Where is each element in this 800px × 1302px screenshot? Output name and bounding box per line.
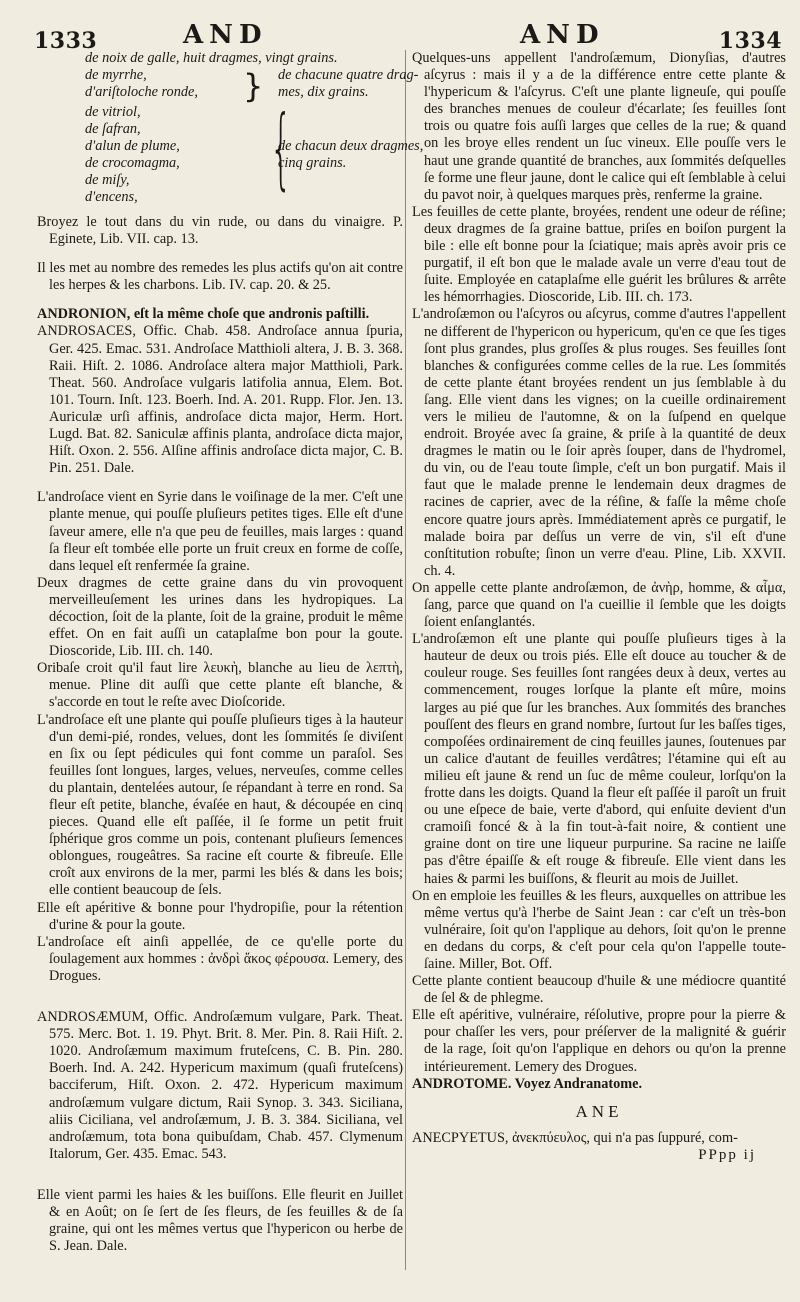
recipe-item: d'ariſtoloche ronde, (85, 84, 198, 100)
brace-glyph: } (243, 67, 264, 105)
right-page-number: 1334 (718, 28, 782, 54)
paragraph: Les feuilles de cette plante, broyées, rendent une odeur de réſine; deux dragmes de ſa graine battue, priſes en boiſon purgent la bile : elle eſt bonne pour la ſciatique; mais après avoir pris ce purgatif, il eſt bon que le malade avale un verre d'eau tout de ſuite. Employée en cataplaſme elle guérit les brûlures & arrête les hémorrhagies. Dioscoride, Lib. III. ch. 173. (412, 203, 786, 306)
entry-anecpyetus: ANECPYETUS, ἀνεκπύευλος, qui n'a pas ſuppuré, com- (412, 1129, 738, 1146)
left-running-head: AND (183, 20, 268, 50)
recipe-block (85, 50, 424, 205)
entry-androtome: ANDROTOME. Voyez Andranatome. (412, 1075, 643, 1092)
recipe-item: de ſafran, (85, 121, 141, 137)
right-running-head: AND (520, 20, 605, 50)
paragraph: Cette plante contient beaucoup d'huile & une médiocre quantité de ſel & de phlegme. (412, 973, 786, 1007)
recipe-note: de chacun deux dragmes, (278, 138, 424, 154)
paragraph: L'androſæmon ou l'aſcyros ou aſcyrus, comme d'autres l'appellent ne different de l'hypericon ou hypericum, qu'en ce que ſes tiges ſont plus grandes, plus groſſes & plus rouges. Ses feuilles ſont blanches & configurées comme celles de la rue. Les ſommités de cette plante étant broyées rendent un jus ſemblable à du ſang. Elle vient dans les vignes; on la cueille ordinairement vers le milieu de l'automne, & on la ſuſpend en quelque endroit. Broyée avec ſa graine, & priſe à la quantité de deux dragmes le matin ou le ſoir après ſouper, dans de l'hydromel, du vin, ou de l'eau toute ſimple, c'eſt un bon purgatif. Mais il faut que le malade prenne le lendemain deux dragmes de racines de caprier, avec de la réſine, & faſſe la même choſe encore quatre jours après. Immédiatement après ce purgatif, le malade boira par deſſus un verre de vin, s'il eſt d'une conſtitution robuſte; ſinon un verre d'eau. Pline, Lib. XXVII. ch. 4. (412, 306, 786, 579)
paragraph: Quelques-uns appellent l'androſæmum, Dionyſias, d'autres aſcyrus : mais il y a de la différence entre cette plante & l'hypericum & l'aſcyrus. C'eſt une plante ligneuſe, qui pouſſe des branches menues de couleur d'écarlate; ſes feuilles ſont trois ou quatre fois auſſi larges que celles de la rue; & quand on les broye elles rendent un ſuc vineux. Elle pouſſe vers le haut une grande quantité de branches, aux ſommités deſquelles ſe forme une fleur jaune, dont le calice qui eſt ſemblable à celui du pavot noir, à quelques marques près, renferme la graine. (412, 50, 786, 203)
paragraph: Deux dragmes de cette graine dans du vin provoquent merveilleuſement les urines dans les hydropiques. La décoction, ſoit de la plante, ſoit de la graine, produit le même effet. On en fait auſſi un cataplaſme bon pour la goute. Dioscoride, Lib. III. ch. 140. (37, 574, 403, 660)
entry-andronion: ANDRONION, eſt la même choſe que andronis paſtilli. (37, 306, 370, 323)
column-divider (405, 50, 406, 1270)
paragraph: Oribaſe croit qu'il faut lire λευκὴ, blanche au lieu de λεπτὴ, menue. Pline dit auſſi que cette plante eſt blanche, & s'accorde en tout le reſte avec Dioſcoride. (37, 660, 403, 711)
recipe-top-line: de noix de galle, huit dragmes, vingt grains. (85, 50, 338, 66)
section-head: ANE (575, 1101, 623, 1121)
left-column (37, 50, 424, 1255)
recipe-item: de miſy, (85, 172, 130, 188)
recipe-item: d'alun de plume, (85, 138, 180, 154)
paragraph: On en emploie les feuilles & les fleurs, auxquelles on attribue les même vertus qu'à l'herbe de Saint Jean : car c'eſt un très-bon vulnéraire, ſoit qu'on l'applique au dehors, ſoit qu'on le prenne en dedans du corps, & c'eſt pour cela qu'on l'appelle toute-ſaine. Miller, Bot. Off. (412, 887, 786, 972)
paragraph: L'androſæmon eſt une plante qui pouſſe pluſieurs tiges à la hauteur de deux ou trois piés. Elle eſt douce au toucher & de couleur rouge. Ses feuilles ſont rangées deux à deux, vertes au commencement, rouges lorſque la plante eſt mûre, moins larges au pié que ſur les branches. Aux ſommités des branches pouſſent des fleurs en grand nombre, ſurtout ſur les baſſes tiges, compoſées ordinairement de cinq feuilles jaunes, ſoutenues par un calice d'autant de feuilles verdâtres; l'étamine qui eſt au milieu eſt jaune & rend un ſuc de même couleur, lorſqu'on la frotte dans les doigts. Quand la fleur eſt paſſée il paroît un fruit ou une eſpece de baie, verte d'abord, qui enſuite devient d'un cramoiſi foncé & à la fin tout-à-fait noire, & contient une graine dont on tire une liqueur purpurine. Sa racine ne laiſſe pas d'être épaiſſe & eſt rouge & fibreuſe. Elle vient dans les haies & parmi les buiſſons, & fleurit au mois de Juillet. (412, 631, 786, 887)
paragraph: On appelle cette plante androſæmon, de ἀνὴρ, homme, & αἷμα, ſang, parce que quand on l'a cueillie il ſemble que les doigts ſoient enſanglantés. (412, 579, 786, 631)
recipe-note: mes, dix grains. (278, 84, 369, 100)
paragraph: Elle vient parmi les haies & les buiſſons. Elle fleurit en Juillet & en Août; on ſe ſert de ſes fleurs, de ſes feuilles & de ſa graine, qui ont les mêmes vertus que l'hypericon ou herbe de S. Jean. Dale. (37, 1186, 403, 1255)
recipe-note: de chacune quatre drag- (278, 67, 419, 83)
entry-androsaemum: ANDROSÆMUM, Offic. Androſæmum vulgare, Park. Theat. 575. Merc. Bot. 1. 19. Phyt. Brit. 8. Mer. Pin. 8. Raii Hiſt. 2. 1020. Androſæmum maximum fruteſcens, C. B. Pin. 280. Boerh. Ind. A. 242. Hypericum maximum (quaſi fruteſcens) bacciferum, Hiſt. Oxon. 2. 472. Hypericum maximum androſæmum vulgare dictum, Raii Synop. 3. 343. Siciliana, aliis Ciciliana, vel androſæmum, J. B. 3. 384. Siciliana, vel androſæmum, tota bona quibuſdam, Chab. 457. Clymenum Italorum, Ger. 435. Emac. 543. (37, 1009, 403, 1162)
brace-glyph: { (269, 96, 293, 199)
paragraph: Elle eſt apéritive & bonne pour l'hydropiſie, pour la rétention d'urine & pour la goute. (37, 899, 403, 933)
recipe-item: de vitriol, (85, 104, 141, 120)
right-column (412, 50, 786, 1164)
recipe-item: d'encens, (85, 189, 138, 205)
paragraph: L'androſace eſt ainſi appellée, de ce qu'elle porte du ſoulagement aux hommes : ἀνδρὶ ἄκος φέρουσα. Lemery, des Drogues. (37, 933, 403, 984)
left-page-number: 1333 (34, 28, 98, 54)
entry-androsaces: ANDROSACES, Offic. Chab. 458. Androſace annua ſpuria, Ger. 425. Emac. 531. Androſace Matthioli altera, J. B. 3. 368. Raii. Hiſt. 2. 1086. Androſace altera major Matthioli, Park. Theat. 560. Androſace vulgaris latifolia annua, Elem. Bot. 101. Tourn. Inſt. 123. Boerh. Ind. A. 201. Rupp. Flor. Jen. 13. Auriculæ urſi affinis, androſace dicta major, Herm. Hort. Lugd. Bat. 82. Saniculæ affinis planta, androſace dicta major, Hiſt. Oxon. 2. 556. Alſine affinis androſace dicta major, C. B. Pin. 251. Dale. (37, 323, 403, 477)
recipe-item: de crocomagma, (85, 155, 180, 171)
paragraph: L'androſace eſt une plante qui pouſſe pluſieurs tiges à la hauteur d'un demi-pié, rondes, velues, dont les ſommités ſe diviſent en ſix ou ſept pédicules qui font comme un paraſol. Ses feuilles ſont longues, larges, velues, nerveuſes, comme celles du plantain, dentelées autour, ſe répandant à terre en rond. Sa fleur eſt petite, blanche, évaſée en haut, & découpée en cinq pieces. Quand elle eſt paſſée, il ſe forme un petit fruit ſphérique gros comme un pois, contenant pluſieurs ſemences oblongues, rougeâtres. Sa racine eſt courte & fibreuſe. Elle croît aux environs de la mer, parmi les blés & dans les bois; elle contient beaucoup de ſels. (37, 711, 403, 899)
signature-mark: PPpp ij (698, 1146, 756, 1163)
paragraph: L'androſace vient en Syrie dans le voiſinage de la mer. C'eſt une plante menue, qui pouſſe pluſieurs petites tiges. Elle eſt d'une ſaveur amere, elle n'a que peu de feuilles, mais larges : quand ſa fleur eſt tombée elle porte un fruit creux en forme de coſſe, dans lequel eſt renfermée ſa graine. (37, 489, 403, 574)
paragraph: Il les met au nombre des remedes les plus actifs qu'on ait contre les herpes & les charbons. Lib. IV. cap. 20. & 25. (37, 260, 403, 294)
paragraph: Elle eſt apéritive, vulnéraire, réſolutive, propre pour la pierre & pour chaſſer les vers, pour préſerver de la malignité & guérir de la rage, ſoit qu'on l'applique en dehors ou qu'on la prenne intérieurement. Lemery des Drogues. (412, 1007, 786, 1075)
recipe-item: de myrrhe, (85, 67, 147, 83)
paragraph: Broyez le tout dans du vin rude, ou dans du vinaigre. P. Eginete, Lib. VII. cap. 13. (37, 214, 403, 248)
recipe-note: cinq grains. (278, 155, 347, 171)
